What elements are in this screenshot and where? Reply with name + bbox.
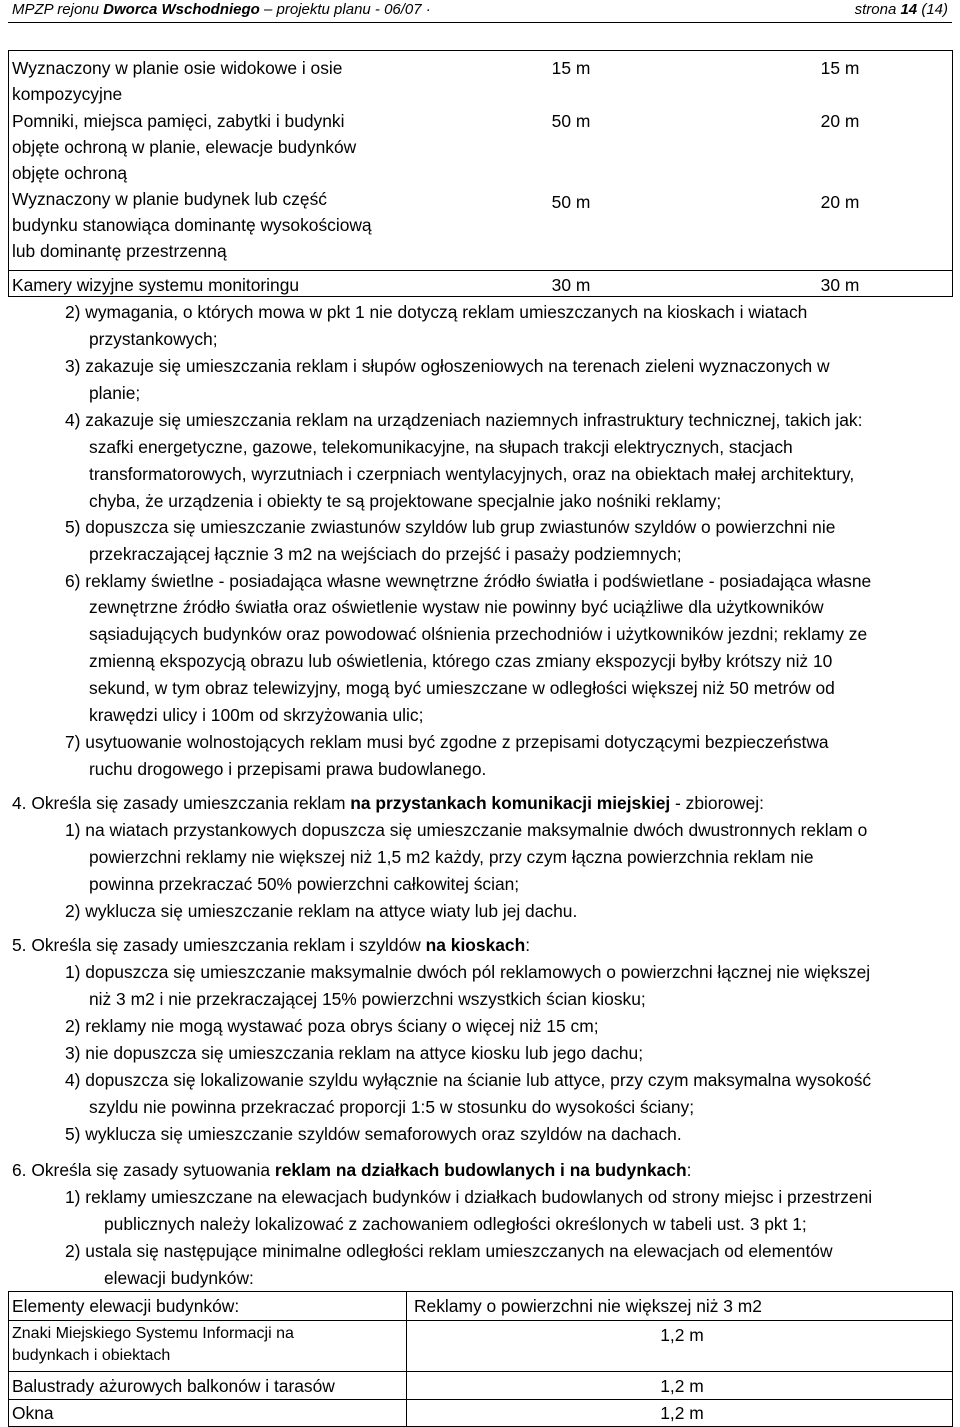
section-heading: 6. Określa się zasady sytuowania reklam na działkach budowlanych i na budynkach: <box>12 1160 692 1180</box>
table-row-label: Znaki Miejskiego Systemu Informacji na budynkach i obiektach <box>12 1325 294 1364</box>
list-item: sekund, w tym obraz telewizyjny, mogą być umieszczane w odległości większej niż 50 metrów od <box>89 678 835 698</box>
list-item: niż 3 m2 i nie przekraczającej 15% powierzchni wszystkich ścian kiosku; <box>89 989 646 1009</box>
table-cell: 30 m <box>820 275 860 295</box>
list-item: szyldu nie powinna przekraczać proporcji 1:5 w stosunku do wysokości ściany; <box>89 1097 695 1117</box>
table-divider <box>8 270 953 271</box>
list-item: przystankowych; <box>89 329 218 349</box>
section-heading: 4. Określa się zasady umieszczania reklam na przystankach komunikacji miejskiej - zbiorowej: <box>12 793 764 813</box>
table-cell: 15 m <box>551 58 591 78</box>
table-cell: 20 m <box>820 192 860 212</box>
list-item: 1) dopuszcza się umieszczanie maksymalnie dwóch pól reklamowych o powierzchni łącznej nie większej <box>65 962 871 982</box>
list-item: zewnętrzne źródło światła oraz oświetlenie wystaw nie powinny być uciążliwe dla użytkowników <box>89 597 824 617</box>
list-item: 4) zakazuje się umieszczania reklam na urządzeniach naziemnych infrastruktury technicznej, takich jak: <box>65 410 863 430</box>
list-item: elewacji budynków: <box>104 1268 254 1288</box>
table-cell: 50 m <box>551 192 591 212</box>
list-item: chyba, że urządzenia i obiekty te są projektowane specjalnie jako nośniki reklamy; <box>89 491 722 511</box>
list-item: powinna przekraczać 50% powierzchni całkowitej ścian; <box>89 874 520 894</box>
list-item: 2) wymagania, o których mowa w pkt 1 nie dotyczą reklam umieszczanych na kioskach i wiatach <box>65 302 808 322</box>
list-item: 1) reklamy umieszczane na elewacjach budynków i działkach budowlanych od strony miejsc i przestrzeni <box>65 1187 873 1207</box>
list-item: 2) ustala się następujące minimalne odległości reklam umieszczanych na elewacjach od elementów <box>65 1241 833 1261</box>
list-item: 3) zakazuje się umieszczania reklam i słupów ogłoszeniowych na terenach zieleni wyznaczonych w <box>65 356 830 376</box>
list-item: powierzchni reklamy nie większej niż 1,5 m2 każdy, przy czym łączna powierzchnia reklam nie <box>89 847 814 867</box>
page-number: strona 14 (14) <box>854 1 948 18</box>
table-divider <box>406 1291 407 1427</box>
list-item: publicznych należy lokalizować z zachowaniem odległości określonych w tabeli ust. 3 pkt 1; <box>104 1214 807 1234</box>
list-item: krawędzi ulicy i 100m od skrzyżowania ulic; <box>89 705 424 725</box>
table-cell: 1,2 m <box>660 1325 704 1345</box>
table-cell: 1,2 m <box>660 1376 704 1396</box>
table-row-label: Kamery wizyjne systemu monitoringu <box>12 275 300 295</box>
table-header: Reklamy o powierzchni nie większej niż 3 m2 <box>414 1296 762 1316</box>
table-divider <box>8 1371 953 1372</box>
table-row-label: Pomniki, miejsca pamięci, zabytki i budynki objęte ochroną w planie, elewacje budynków objęte ochroną <box>12 111 357 183</box>
list-item: planie; <box>89 383 141 403</box>
list-item: 4) dopuszcza się lokalizowanie szyldu wyłącznie na ścianie lub attyce, przy czym maksymalna wysokość <box>65 1070 872 1090</box>
list-item: 2) wyklucza się umieszczanie reklam na attyce wiaty lub jej dachu. <box>65 901 578 921</box>
list-item: 1) na wiatach przystankowych dopuszcza się umieszczanie maksymalnie dwóch dwustronnych reklam o <box>65 820 868 840</box>
list-item: szafki energetyczne, gazowe, telekomunikacyjne, na słupach trakcji elektrycznych, stacjach <box>89 437 793 457</box>
table-cell: 30 m <box>551 275 591 295</box>
section-heading: 5. Określa się zasady umieszczania reklam i szyldów na kioskach: <box>12 935 531 955</box>
table-cell: 50 m <box>551 111 591 131</box>
table-row-label: Okna <box>12 1403 54 1423</box>
document-title: MPZP rejonu Dworca Wschodniego – projektu planu - 06/07 · <box>12 1 431 18</box>
table-divider <box>8 1320 953 1321</box>
list-item: przekraczającej łącznie 3 m2 na wejściach do przejść i pasaży podziemnych; <box>89 544 682 564</box>
list-item: transformatorowych, wyrzutniach i czerpniach wentylacyjnych, oraz na obiektach małej architektury, <box>89 464 855 484</box>
list-item: 6) reklamy świetlne - posiadająca własne wewnętrzne źródło światła i podświetlane - posiadająca własne <box>65 571 872 591</box>
list-item: 7) usytuowanie wolnostojących reklam musi być zgodne z przepisami dotyczącymi bezpieczeństwa <box>65 732 829 752</box>
table-row-label: Balustrady ażurowych balkonów i tarasów <box>12 1376 335 1396</box>
list-item: 5) wyklucza się umieszczanie szyldów semaforowych oraz szyldów na dachach. <box>65 1124 682 1144</box>
list-item: ruchu drogowego i przepisami prawa budowlanego. <box>89 759 487 779</box>
table-row-label: Wyznaczony w planie budynek lub część budynku stanowiąca dominantę wysokościową lub dominantę przestrzenną <box>12 189 372 261</box>
table-header: Elementy elewacji budynków: <box>12 1296 240 1316</box>
table-divider <box>8 1399 953 1400</box>
list-item: zmienną ekspozycją obrazu lub oświetlenia, którego czas zmiany ekspozycji byłby krótszy niż 10 <box>89 651 833 671</box>
table-cell: 15 m <box>820 58 860 78</box>
page-header <box>8 0 952 23</box>
list-item: 2) reklamy nie mogą wystawać poza obrys ściany o więcej niż 15 cm; <box>65 1016 599 1036</box>
list-item: sąsiadujących budynków oraz powodować olśnienia przechodniów i użytkowników jezdni; reklamy ze <box>89 624 868 644</box>
list-item: 3) nie dopuszcza się umieszczania reklam na attyce kiosku lub jego dachu; <box>65 1043 644 1063</box>
list-item: 5) dopuszcza się umieszczanie zwiastunów szyldów lub grup zwiastunów szyldów o powierzchni nie <box>65 517 836 537</box>
table-cell: 1,2 m <box>660 1403 704 1423</box>
table-row-label: Wyznaczony w planie osie widokowe i osie kompozycyjne <box>12 58 343 104</box>
table-cell: 20 m <box>820 111 860 131</box>
